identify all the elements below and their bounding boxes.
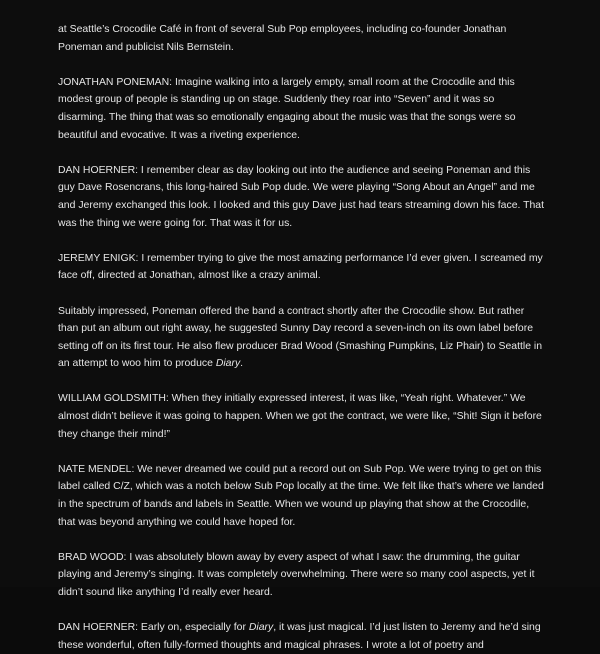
paragraph <box>58 390 544 443</box>
paragraph <box>58 74 544 144</box>
album-title: Diary <box>248 622 274 634</box>
paragraph-text: , it was just magical. I’d just listen to Jeremy and he’d sing these wonderful, often fully-formed thoughts and magical phrases. I wrote a lot of poetry and <box>58 622 541 651</box>
paragraph-text: BRAD WOOD: I was absolutely blown away by every aspect of what I saw: the drumming, the guitar playing and Jeremy’s singing. It was completely overwhelming. There were so many cool aspects, yet it didn’t sound like anything I’d really ever heard. <box>58 551 535 598</box>
paragraph-text: JONATHAN PONEMAN: Imagine walking into a largely empty, small room at the Crocodile and this modest group of people is standing up on stage. Suddenly they roar into “Seven” and it was so disarming. The thing that was so emotionally engaging about the music was that the songs were so beautiful and evocative. It was a riveting experience. <box>58 76 516 141</box>
album-title: Diary <box>215 358 241 370</box>
paragraph-text: DAN HOERNER: I remember clear as day looking out into the audience and seeing Poneman and this guy Dave Rosencrans, this long-haired Sub Pop dude. We were playing “Song About an Angel” and me and Jeremy exchanged this look. I looked and this guy Dave just had tears streaming down his face. That was the thing we were going for. That was it for us. <box>58 164 545 229</box>
paragraph <box>58 162 544 232</box>
paragraph-text: at Seattle’s Crocodile Café in front of several Sub Pop employees, including co-founder Jonathan Poneman and publicist Nils Bernstein. <box>58 24 507 53</box>
paragraph-text: Suitably impressed, Poneman offered the band a contract shortly after the Crocodile show. But rather than put an album out right away, he suggested Sunny Day record a seven-inch on its own label before setting off on its first tour. He also flew producer Brad Wood (Smashing Pumpkins, Liz Phair) to Seattle in an attempt to woo him to produce <box>58 305 543 370</box>
paragraph-text: WILLIAM GOLDSMITH: When they initially expressed interest, it was like, “Yeah right. Whatever.” We almost didn’t believe it was going to happen. When we got the contract, we were like, “Shit! Sign it before they change their mind!” <box>58 393 542 440</box>
paragraph-text: JEREMY ENIGK: I remember trying to give the most amazing performance I’d ever given. I screamed my face off, directed at Jonathan, almost like a crazy animal. <box>58 252 543 282</box>
paragraph <box>58 549 544 602</box>
paragraph <box>58 461 544 531</box>
paragraph-text: NATE MENDEL: We never dreamed we could put a record out on Sub Pop. We were trying to get on this label called C/Z, which was a notch below Sub Pop locally at the time. We felt like that’s where we landed in the spectrum of bands and labels in Seattle. When we wound up playing that show at the Crocodile, that was beyond anything we could have hoped for. <box>58 463 544 528</box>
paragraph-text: DAN HOERNER: Early on, especially for <box>58 622 249 634</box>
text-column <box>58 21 544 654</box>
paragraph-text: . <box>240 358 244 370</box>
paragraph <box>58 21 544 56</box>
paragraph <box>58 303 544 373</box>
paragraph <box>58 619 544 654</box>
paragraph <box>58 250 544 285</box>
